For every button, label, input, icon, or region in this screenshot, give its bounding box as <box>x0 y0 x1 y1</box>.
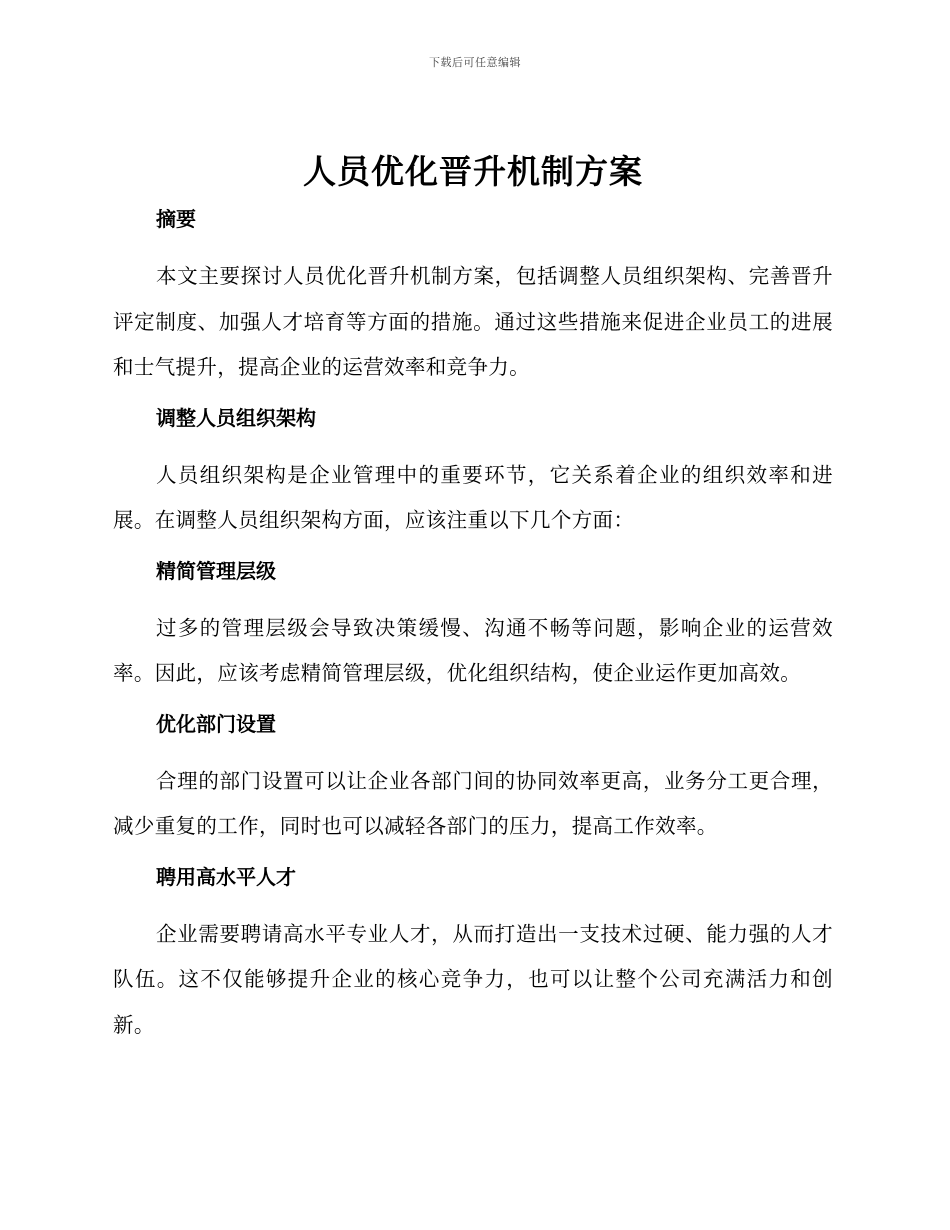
section-paragraph-talent: 企业需要聘请高水平专业人才，从而打造出一支技术过硬、能力强的人才队伍。这不仅能够提升企业的核心竞争力，也可以让整个公司充满活力和创新。 <box>113 921 833 1037</box>
document-body <box>113 148 833 1060</box>
section-paragraph-org-structure: 人员组织架构是企业管理中的重要环节，它关系着企业的组织效率和进展。在调整人员组织架构方面，应该注重以下几个方面： <box>113 462 833 532</box>
section-paragraph-abstract: 本文主要探讨人员优化晋升机制方案，包括调整人员组织架构、完善晋升评定制度、加强人才培育等方面的措施。通过这些措施来促进企业员工的进展和士气提升，提高企业的运营效率和竞争力。 <box>113 264 833 379</box>
section-paragraph-departments: 合理的部门设置可以让企业各部门间的协同效率更高，业务分工更合理，减少重复的工作，同时也可以减轻各部门的压力，提高工作效率。 <box>113 768 833 838</box>
section-paragraph-management-levels: 过多的管理层级会导致决策缓慢、沟通不畅等问题，影响企业的运营效率。因此，应该考虑精简管理层级，优化组织结构，使企业运作更加高效。 <box>113 615 833 685</box>
section-heading-departments: 优化部门设置 <box>156 711 276 736</box>
section-heading-management-levels: 精简管理层级 <box>156 558 276 583</box>
section-heading-org-structure: 调整人员组织架构 <box>156 405 316 430</box>
section-heading-abstract: 摘要 <box>156 207 196 231</box>
page-header-note: 下载后可任意编辑 <box>429 56 521 69</box>
section-heading-talent: 聘用高水平人才 <box>156 864 296 889</box>
document-title: 人员优化晋升机制方案 <box>303 152 643 191</box>
